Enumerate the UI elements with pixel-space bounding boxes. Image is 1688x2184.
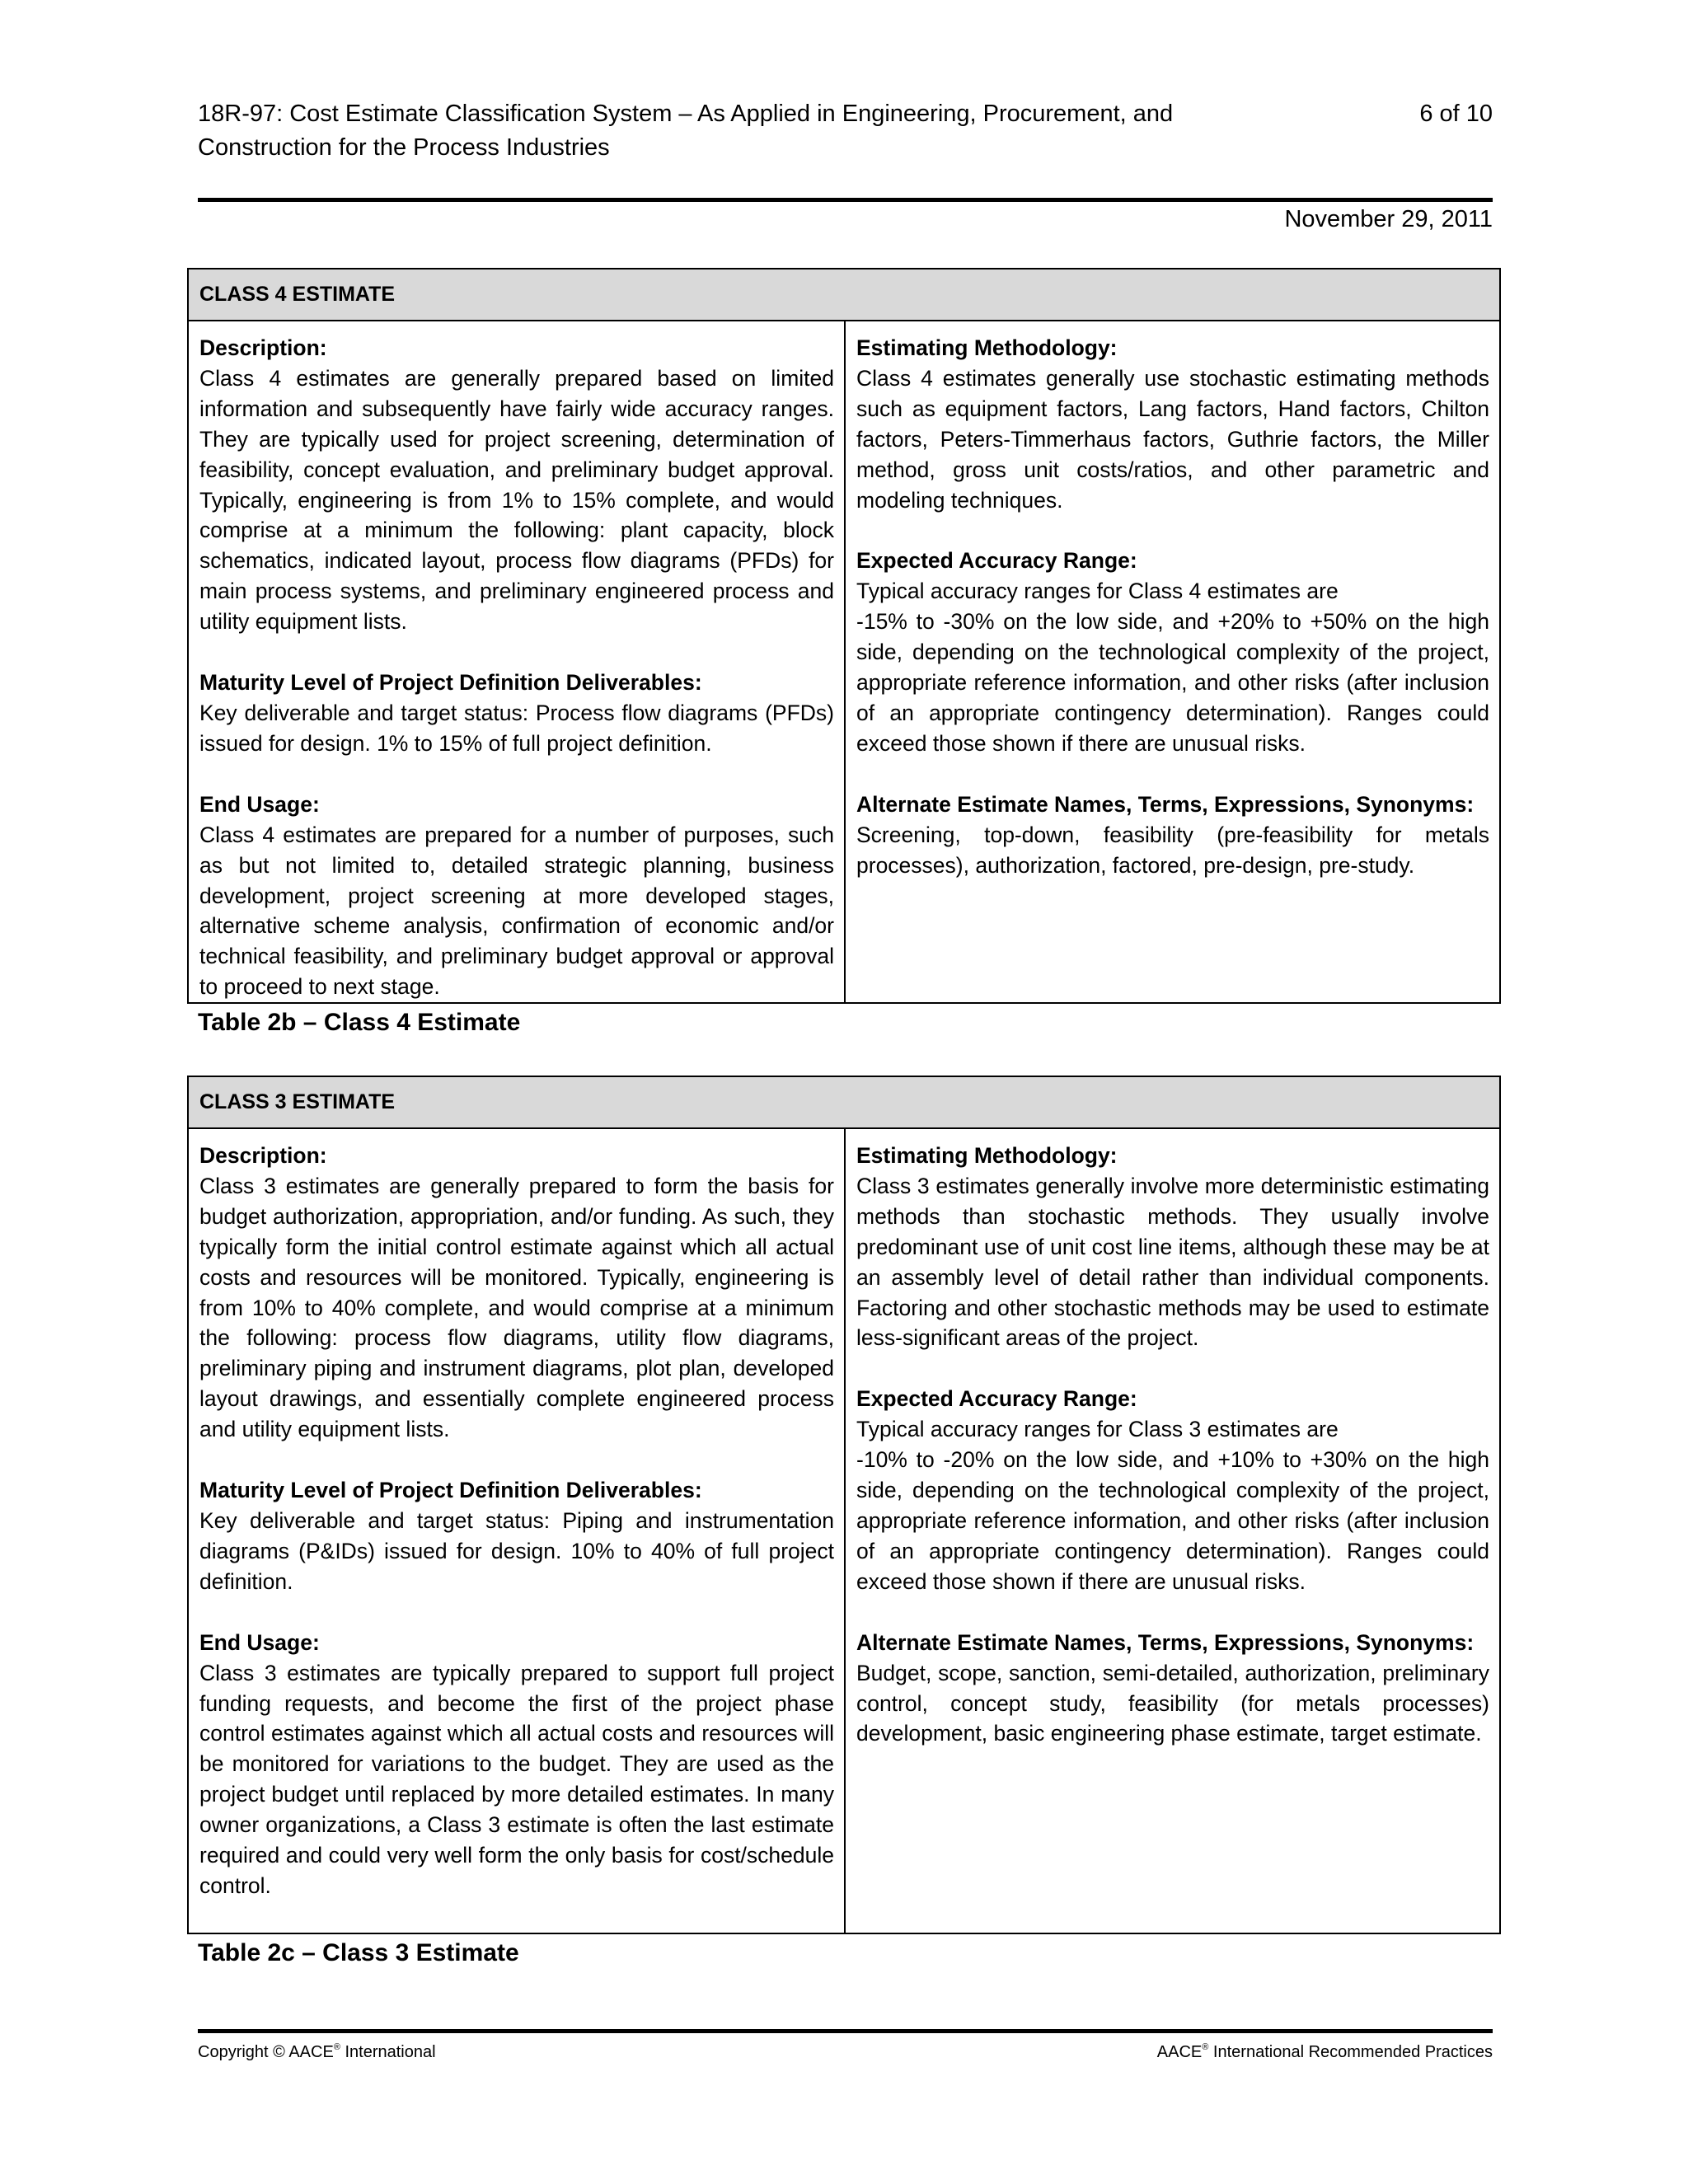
class3-table-caption: Table 2c – Class 3 Estimate — [198, 1939, 519, 1966]
class4-right-column — [846, 321, 1499, 1002]
class3-accuracy-intro: Typical accuracy ranges for Class 3 estimates are — [856, 1417, 1339, 1442]
copyright-suffix: International — [340, 2043, 436, 2061]
class4-accuracy-text: -15% to -30% on the low side, and +20% to +50% on the high side, depending on the technological complexity of the project, appropriate reference information, and other risks (after inclusion of an appropriate contingency determination). Ranges could exceed those shown if there are unusual risks. — [856, 609, 1489, 756]
class3-description-text: Class 3 estimates are generally prepared to form the basis for budget authorization, appropriation, and/or funding. As such, they typically form the initial control estimate against which all actual costs and resources will be monitored. Typically, engineering is from 10% to 40% complete, and would comprise at a minimum the following: process flow diagrams, utility flow diagrams, preliminary piping and instrument diagrams, plot plan, developed layout drawings, and essentially complete engineered process and utility equipment lists. — [199, 1173, 834, 1442]
class4-description-text: Class 4 estimates are generally prepared based on limited information and subsequently have fairly wide accuracy ranges. They are typically used for project screening, determination of feasibility, concept evaluation, and preliminary budget approval. Typically, engineering is from 1% to 15% complete, and would comprise at a minimum the following: plant capacity, block schematics, indicated layout, process flow diagrams (PFDs) for main process systems, and preliminary engineered process and utility equipment lists. — [199, 365, 834, 635]
class4-description-title: Description: — [199, 335, 327, 360]
copyright-prefix: Copyright © AACE — [198, 2043, 334, 2061]
class3-maturity-text: Key deliverable and target status: Piping and instrumentation diagrams (P&IDs) issued for design. 10% to 40% of full project definition. — [199, 1507, 834, 1594]
registered-mark: ® — [1202, 2042, 1209, 2052]
class4-methodology-title: Estimating Methodology: — [856, 335, 1118, 360]
class4-accuracy-intro: Typical accuracy ranges for Class 4 estimates are — [856, 579, 1339, 604]
document-date: November 29, 2011 — [1284, 206, 1493, 232]
class4-maturity-title: Maturity Level of Project Definition Deliverables: — [199, 670, 702, 696]
footer-divider — [198, 2029, 1493, 2033]
class3-accuracy-text: -10% to -20% on the low side, and +10% to +30% on the high side, depending on the technological complexity of the project, appropriate reference information, and other risks (after inclusion of an appropriate contingency determination). Ranges could exceed those shown if there are unusual risks. — [856, 1447, 1489, 1594]
class3-accuracy-title: Expected Accuracy Range: — [856, 1386, 1137, 1412]
class3-description-title: Description: — [199, 1143, 327, 1168]
class4-maturity-text: Key deliverable and target status: Process flow diagrams (PFDs) issued for design. 1% to 15% of full project definition. — [199, 700, 834, 756]
publisher-suffix: International Recommended Practices — [1208, 2043, 1493, 2061]
class3-estimate-table — [187, 1076, 1501, 1934]
class4-table-body — [189, 321, 1499, 1002]
class3-end-usage-title: End Usage: — [199, 1629, 320, 1655]
registered-mark: ® — [333, 2042, 340, 2052]
class3-methodology-title: Estimating Methodology: — [856, 1143, 1118, 1168]
class3-right-column — [846, 1129, 1499, 1933]
footer-copyright — [198, 2036, 436, 2064]
class3-alternate-names-text: Budget, scope, sanction, semi-detailed, authorization, preliminary control, concept study, feasibility (for metals processes) development, basic engineering phase estimate, target estimate. — [856, 1660, 1489, 1746]
class4-end-usage-title: End Usage: — [199, 791, 320, 817]
header-divider — [198, 198, 1493, 202]
class3-methodology-text: Class 3 estimates generally involve more deterministic estimating methods than stochastic methods. They usually involve predominant use of unit cost line items, although these may be at an assembly level of detail rather than individual components. Factoring and other stochastic methods may be used to estimate less-significant areas of the project. — [856, 1173, 1489, 1351]
class3-table-body — [189, 1129, 1499, 1933]
class4-accuracy-title: Expected Accuracy Range: — [856, 548, 1137, 574]
class3-alternate-names-title: Alternate Estimate Names, Terms, Expressions, Synonyms: — [856, 1629, 1475, 1655]
class4-alternate-names-text: Screening, top-down, feasibility (pre-feasibility for metals processes), authorization, factored, pre-design, pre-study. — [856, 822, 1489, 878]
class3-table-heading: CLASS 3 ESTIMATE — [189, 1077, 1499, 1129]
class4-methodology-text: Class 4 estimates generally use stochastic estimating methods such as equipment factors, Lang factors, Hand factors, Chilton factors, Peters-Timmerhaus factors, Guthrie factors, the Miller method, gross unit costs/ratios, and other parametric and modeling techniques. — [856, 365, 1489, 513]
class4-left-column — [189, 321, 846, 1002]
publisher-prefix: AACE — [1156, 2043, 1203, 2061]
class3-maturity-title: Maturity Level of Project Definition Deliverables: — [199, 1478, 702, 1503]
class3-end-usage-text: Class 3 estimates are typically prepared to support full project funding requests, and become the first of the project phase control estimates against which all actual costs and resources will be monitored for variations to the budget. They are used as the project budget until replaced by more detailed estimates. In many owner organizations, a Class 3 estimate is often the last estimate required and could very well form the only basis for cost/schedule control. — [199, 1660, 834, 1898]
class3-left-column — [189, 1129, 846, 1933]
class4-end-usage-text: Class 4 estimates are prepared for a number of purposes, such as but not limited to, detailed strategic planning, business development, project screening at more developed stages, alternative scheme analysis, confirmation of economic and/or technical feasibility, and preliminary budget approval or approval to proceed to next stage. — [199, 822, 834, 1000]
class4-estimate-table — [187, 268, 1501, 1004]
footer-publisher — [1157, 2036, 1493, 2064]
document-title: 18R-97: Cost Estimate Classification System – As Applied in Engineering, Procurement, and Construction for the Process Industries — [198, 101, 1174, 161]
page-number: 6 of 10 — [1419, 101, 1493, 127]
class4-table-heading: CLASS 4 ESTIMATE — [189, 269, 1499, 321]
class4-alternate-names-title: Alternate Estimate Names, Terms, Expressions, Synonyms: — [856, 791, 1475, 817]
class4-table-caption: Table 2b – Class 4 Estimate — [198, 1009, 521, 1036]
